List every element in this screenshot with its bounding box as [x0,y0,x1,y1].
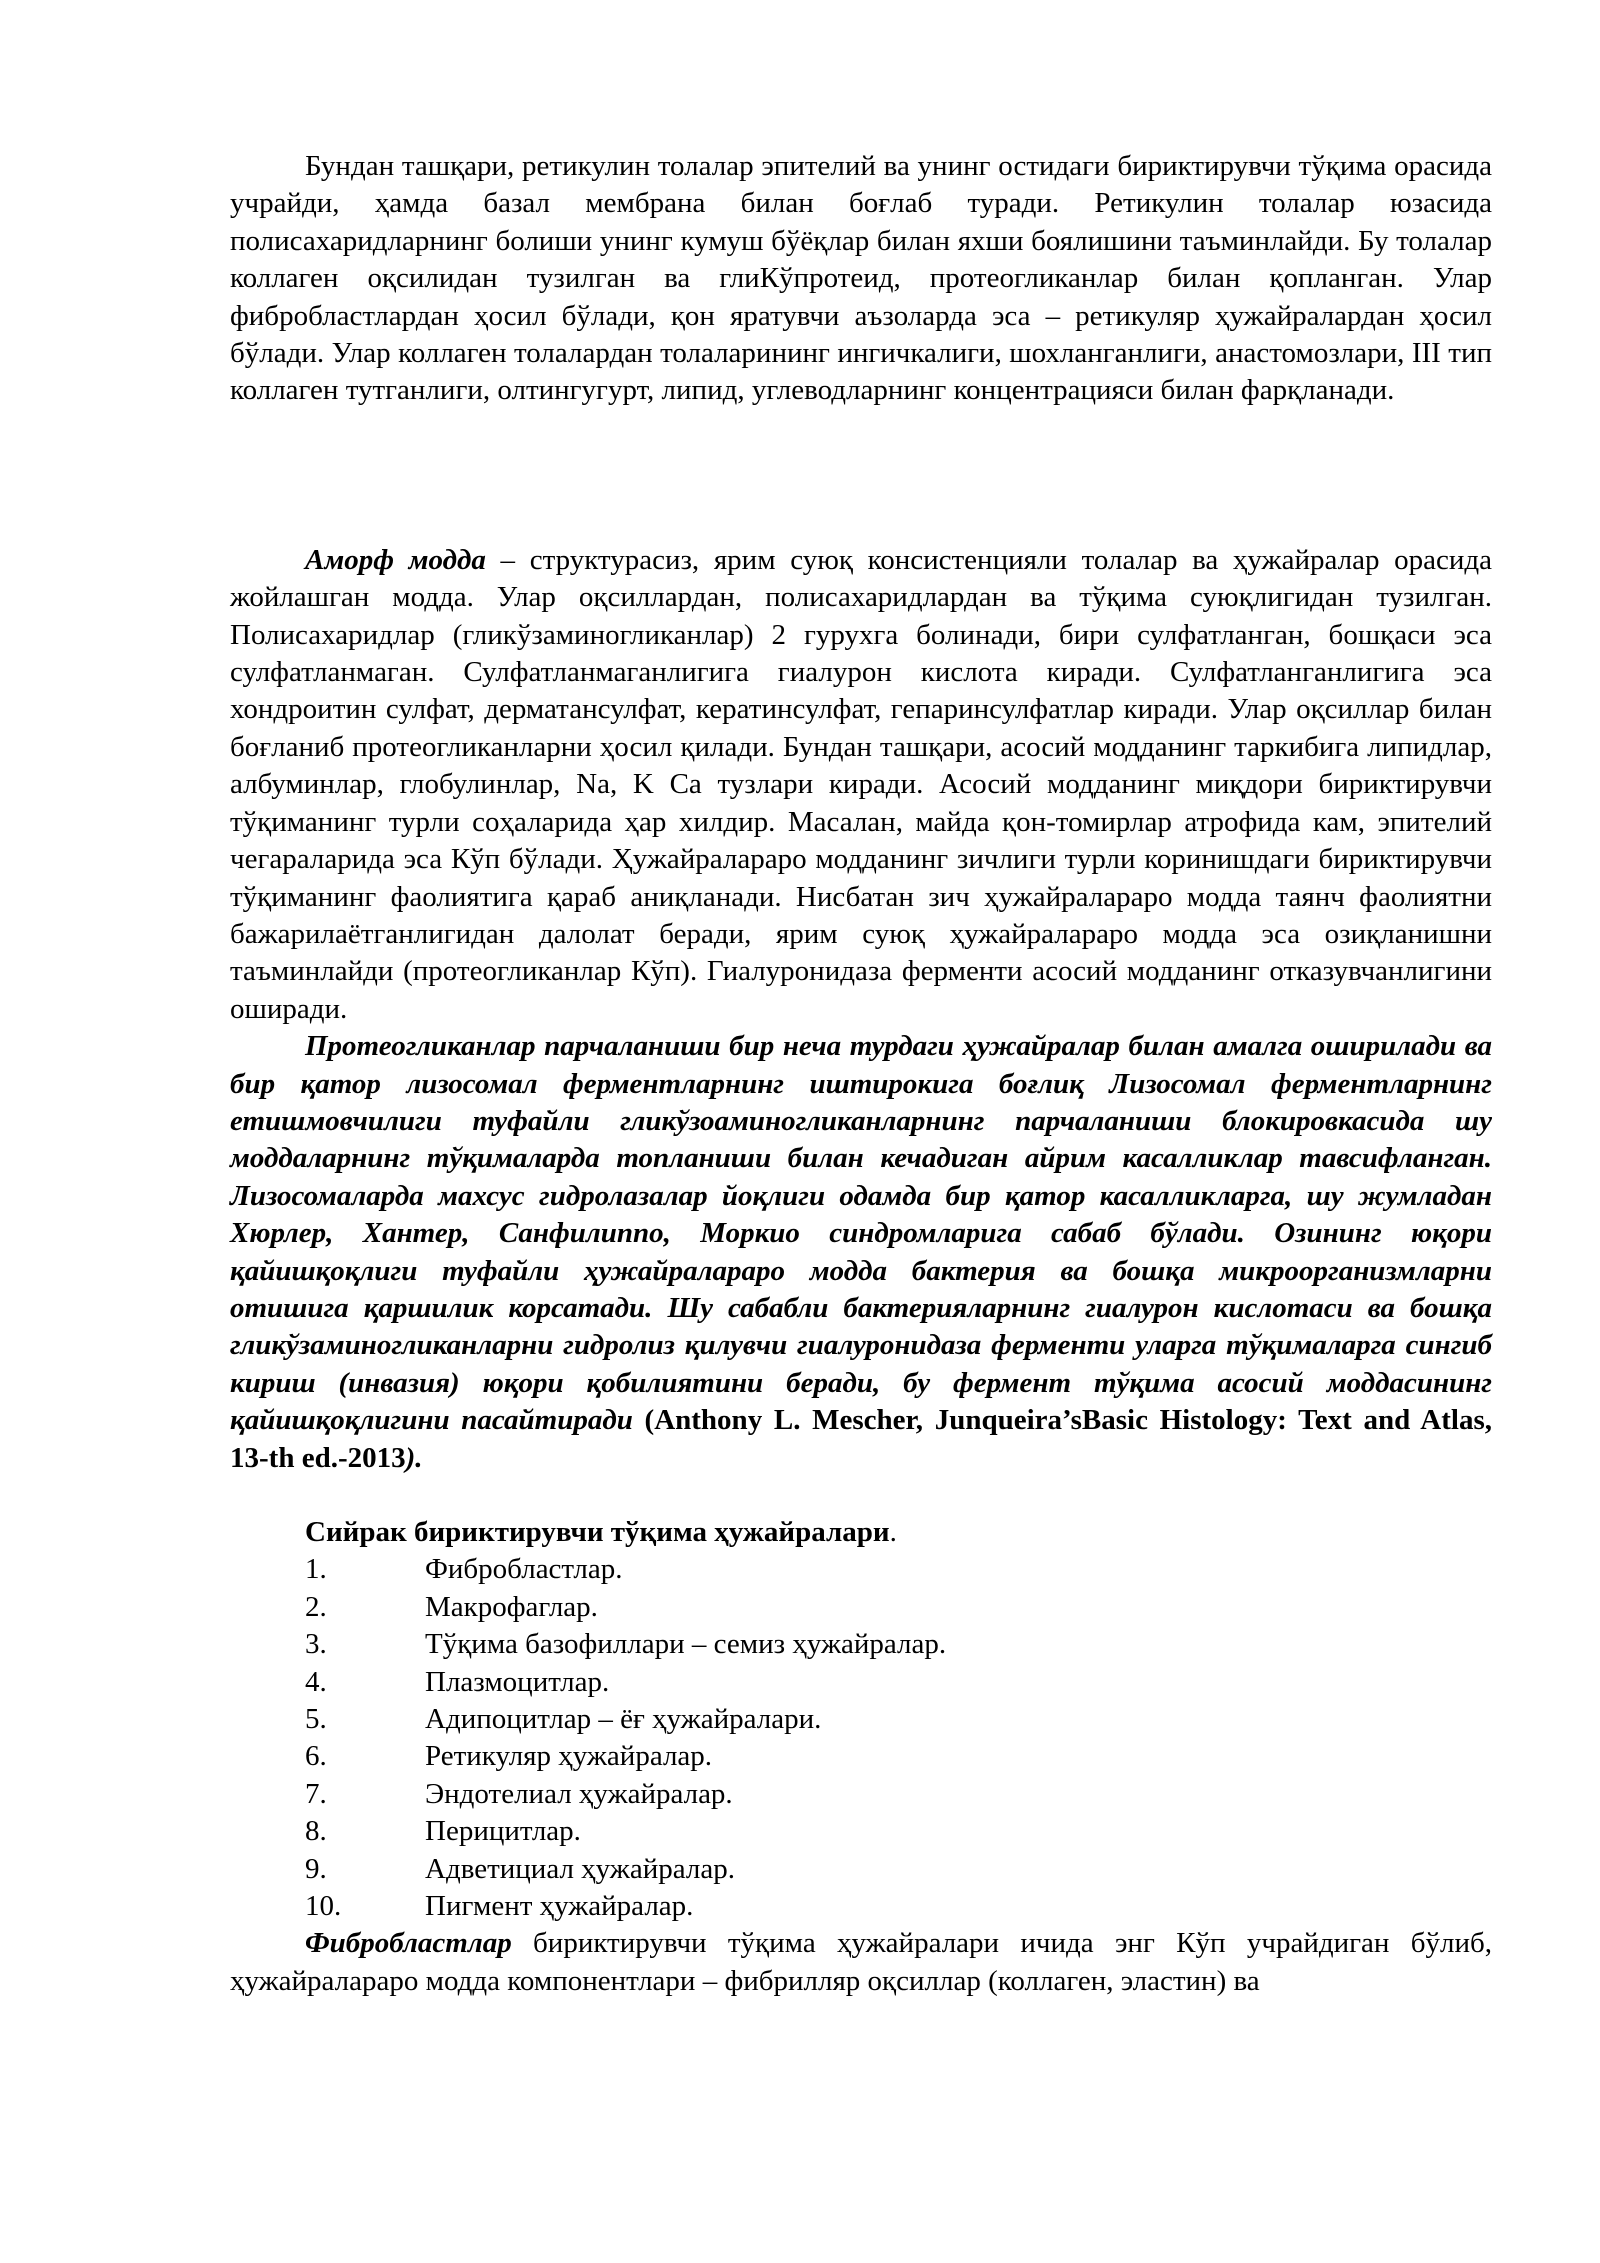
paragraph-proteoglycan-degradation [230,1028,1492,1477]
section-heading [230,1514,1492,1551]
list-item [230,1551,1492,1588]
paragraph-fibroblasts [230,1925,1492,2000]
list-number: 8. [305,1815,327,1848]
cell-type-list [230,1551,1492,1925]
list-label: Плазмоцитлар. [425,1665,610,1698]
list-item [230,1851,1492,1888]
fibroblasts-text: бириктирувчи тўқима ҳужайралари ичида энг Кўп учрайдиган бўлиб, ҳужайралараро модда компонентлари – фибрилляр оқсиллар (коллаген, эластин) ва [230,1927,1492,1997]
list-label: Пигмент ҳужайралар. [425,1890,694,1923]
emphasized-text: Протеогликанлар парчаланиши бир неча турдаги ҳужайралар билан амалга оширилади ва бир қатор лизосомал ферментларнинг иштирокига боғлиқ Лизосомал ферментларнинг етишмовчилиги туфайли гликўзоаминогликанларнинг парчаланиши блокировкасида шу моддаларнинг тўқималарда топланиши билан кечадиган айрим касалликлар тавсифланган. Лизосомаларда махсус гидролазалар йоқлиги одамда бир қатор касалликларга, шу жумладан Хюрлер, Хантер, Санфилиппо, Моркио синдромларига сабаб бўлади. Озининг юқори қайишқоқлиги туфайли ҳужайралараро модда бактерия ва бошқа микроорганизмларни отишига қаршилик корсатади. Шу сабабли бактерияларнинг гиалурон кислотаси ва бошқа гликўзаминогликанларни гидролиз қилувчи гиалуронидаза ферменти уларга тўқималарга сингиб кириш (инвазия) юқори қобилиятини беради, бу фермент тўқима асосий моддасининг қайишқоқлигини пасайтиради [230,1030,1492,1437]
page-content [230,148,1492,2000]
list-label: Фибробластлар. [425,1553,623,1586]
term-amorphous-substance: Аморф модда [305,543,486,576]
list-item [230,1589,1492,1626]
list-label: Адветициал ҳужайралар. [425,1852,735,1885]
citation: (Anthony L. Mescher, Junqueira’sBasic Histology: Text and Atlas, 13-th ed.-2013 [230,1404,1492,1474]
term-fibroblasts: Фибробластлар [305,1927,512,1960]
list-number: 5. [305,1703,327,1736]
paragraph-reticulin-fibers: Бундан ташқари, ретикулин толалар эпителий ва унинг остидаги бириктирувчи тўқима орасида учрайди, ҳамда базал мембрана билан боғлаб туради. Ретикулин толалар юзасида полисахаридларнинг болиши унинг кумуш бўёқлар билан яхши боялишини таъминлайди. Бу толалар коллаген оқсилидан тузилган ва глиКўпротеид, протеогликанлар билан қопланган. Улар фибробластлардан ҳосил бўлади, қон яратувчи аъзоларда эса – ретикуляр ҳужайралардан ҳосил бўлади. Улар коллаген толалардан толаларининг ингичкалиги, шохланганлиги, анастомозлари, III тип коллаген тутганлиги, олтингугурт, липид, углеводларнинг концентрацияси билан фарқланади. [230,150,1492,407]
list-label: Тўқима базофиллари – семиз ҳужайралар. [425,1628,947,1661]
list-item [230,1888,1492,1925]
paragraph-amorphous-substance [230,542,1492,1028]
list-item [230,1664,1492,1701]
list-number: 6. [305,1740,327,1773]
list-label: Ретикуляр ҳужайралар. [425,1740,713,1773]
list-item [230,1813,1492,1850]
section-heading-period: . [889,1516,897,1548]
list-label: Макрофаглар. [425,1590,598,1623]
list-number: 1. [305,1553,327,1586]
citation-end: ). [405,1441,423,1474]
list-number: 3. [305,1628,327,1661]
list-item [230,1626,1492,1663]
list-item [230,1738,1492,1775]
list-label: Перицитлар. [425,1815,581,1848]
list-item [230,1776,1492,1813]
list-number: 9. [305,1852,327,1885]
list-item [230,1701,1492,1738]
section-heading-text: Сийрак бириктирувчи тўқима ҳужайралари [305,1516,890,1548]
list-label: Адипоцитлар – ёғ ҳужайралари. [425,1703,822,1736]
list-number: 10. [305,1890,342,1923]
blank-space [230,1477,1492,1514]
blank-space [230,410,1492,542]
amorphous-substance-text: – структурасиз, ярим суюқ консистенцияли толалар ва ҳужайралар орасида жойлашган модда. Улар оқсиллардан, полисахаридлардан ва тўқима суюқлигидан тузилган. Полисахаридлар (гликўзаминогликанлар) 2 гурухга болинади, бири сулфатланган, бошқаси эса сулфатланмаган. Сулфатланмаганлигига гиалурон кислота киради. Сулфатланганлигига эса хондроитин сулфат, дерматансулфат, кератинсулфат, гепаринсулфатлар киради. Улар оқсиллар билан боғланиб протеогликанларни ҳосил қилади. Бундан ташқари, асосий модданинг таркибига липидлар, албуминлар, глобулинлар, Na, K Ca тузлари киради. Асосий модданинг миқдори бириктирувчи тўқиманинг турли соҳаларида ҳар хилдир. Масалан, майда қон-томирлар атрофида кам, эпителий чегараларида эса Кўп бўлади. Ҳужайралараро модданинг зичлиги турли коринишдаги бириктирувчи тўқиманинг фаолиятига қараб аниқланади. Нисбатан зич ҳужайралараро модда таянч фаолиятни бажарилаётганлигидан далолат беради, ярим суюқ ҳужайралараро модда эса озиқланишни таъминлайди (протеогликанлар Кўп). Гиалуронидаза ферменти асосий модданинг отказувчанлигини оширади. [230,543,1492,1025]
list-number: 2. [305,1590,327,1623]
list-label: Эндотелиал ҳужайралар. [425,1777,733,1810]
list-number: 7. [305,1777,327,1810]
list-number: 4. [305,1665,327,1698]
